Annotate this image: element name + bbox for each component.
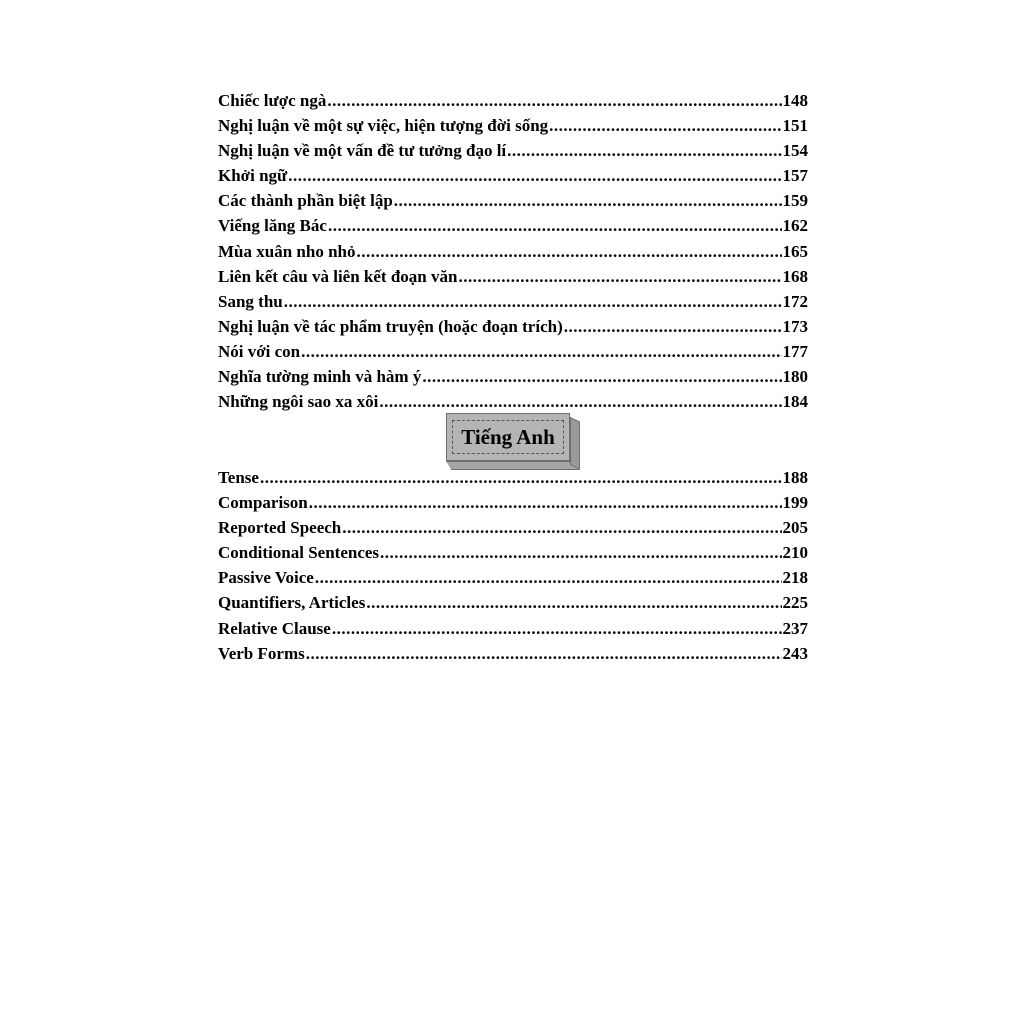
toc-title: Nghị luận về một vấn đề tư tưởng đạo lí [218,141,507,161]
toc-title: Tense [218,468,259,487]
toc-title: Quantifiers, Articles [218,593,366,613]
toc-page: 199 [782,493,808,513]
toc-title: Sang thu [218,291,283,311]
dot-leader [327,88,781,113]
toc-row [218,540,808,565]
toc-page: 205 [782,518,808,538]
box-shadow-right [570,417,580,470]
dot-leader [284,289,782,314]
toc-title: Nói với con [218,341,301,361]
box-face [446,413,570,461]
toc-row [218,88,808,113]
toc-title: Viếng lăng Bác [218,216,327,236]
toc-page: 165 [782,241,808,261]
toc-page: 180 [782,367,808,387]
toc-title: Passive Voice [218,568,314,588]
toc-title: Conditional Sentences [218,543,380,563]
toc-page: 168 [782,266,808,286]
dot-leader [315,565,782,590]
dot-leader [380,540,781,565]
toc-title: Comparison [218,493,308,513]
toc-page: 154 [782,141,808,161]
toc-page: 157 [782,166,808,186]
dot-leader [342,515,781,540]
toc-page: 173 [782,316,808,336]
toc-title: Mùa xuân nho nhỏ [218,241,356,261]
toc-title: Liên kết câu và liên kết đoạn văn [218,266,458,286]
dot-leader [328,213,782,238]
toc-row [218,264,808,289]
toc-row [218,113,808,138]
english-toc [218,465,808,666]
toc-page: 151 [782,116,808,136]
dot-leader [260,465,782,490]
toc-title: Nghị luận về tác phẩm truyện (hoặc đoạn trích) [218,316,563,336]
toc-title: Chiếc lược ngà [218,91,327,110]
toc-row [218,389,808,414]
dot-leader [306,641,782,666]
dot-leader [366,590,781,615]
toc-page: 184 [782,392,808,412]
toc-row [218,289,808,314]
toc-page: 188 [782,468,808,487]
toc-page: 148 [782,91,808,110]
toc-row [218,364,808,389]
toc-title: Khởi ngữ [218,166,288,186]
toc-row [218,641,808,666]
toc-title: Reported Speech [218,518,342,538]
toc-title: Các thành phần biệt lập [218,191,393,211]
dot-leader [356,239,781,264]
toc-row [218,339,808,364]
toc-row [218,314,808,339]
toc-page: 237 [782,618,808,638]
toc-title: Verb Forms [218,643,305,663]
dot-leader [301,339,781,364]
dot-leader [309,490,782,515]
toc-row [218,590,808,615]
dot-leader [549,113,781,138]
toc-page: 210 [782,543,808,563]
dot-leader [288,163,781,188]
dot-leader [422,364,781,389]
toc-page: 225 [782,593,808,613]
toc-page: 177 [782,341,808,361]
section-heading: Tiếng Anh [452,420,564,454]
toc-row [218,163,808,188]
toc-title: Những ngôi sao xa xôi [218,392,379,412]
toc-row [218,465,808,490]
toc-page: 243 [782,643,808,663]
toc-page: 218 [782,568,808,588]
dot-leader [379,389,781,414]
toc-title: Nghị luận về một sự việc, hiện tượng đời sống [218,116,549,136]
toc-page: 159 [782,191,808,211]
toc-row [218,213,808,238]
dot-leader [458,264,781,289]
toc-row [218,490,808,515]
toc-row [218,188,808,213]
toc-row [218,138,808,163]
dot-leader [507,138,781,163]
dot-leader [332,616,782,641]
dot-leader [394,188,782,213]
literature-toc [218,88,808,414]
toc-page: 172 [782,291,808,311]
toc-title: Relative Clause [218,618,331,638]
section-heading-box [446,413,580,463]
toc-row [218,565,808,590]
toc-page: 162 [782,216,808,236]
toc-row [218,515,808,540]
toc-row [218,239,808,264]
toc-row [218,616,808,641]
toc-title: Nghĩa tường minh và hàm ý [218,367,422,387]
dot-leader [564,314,782,339]
